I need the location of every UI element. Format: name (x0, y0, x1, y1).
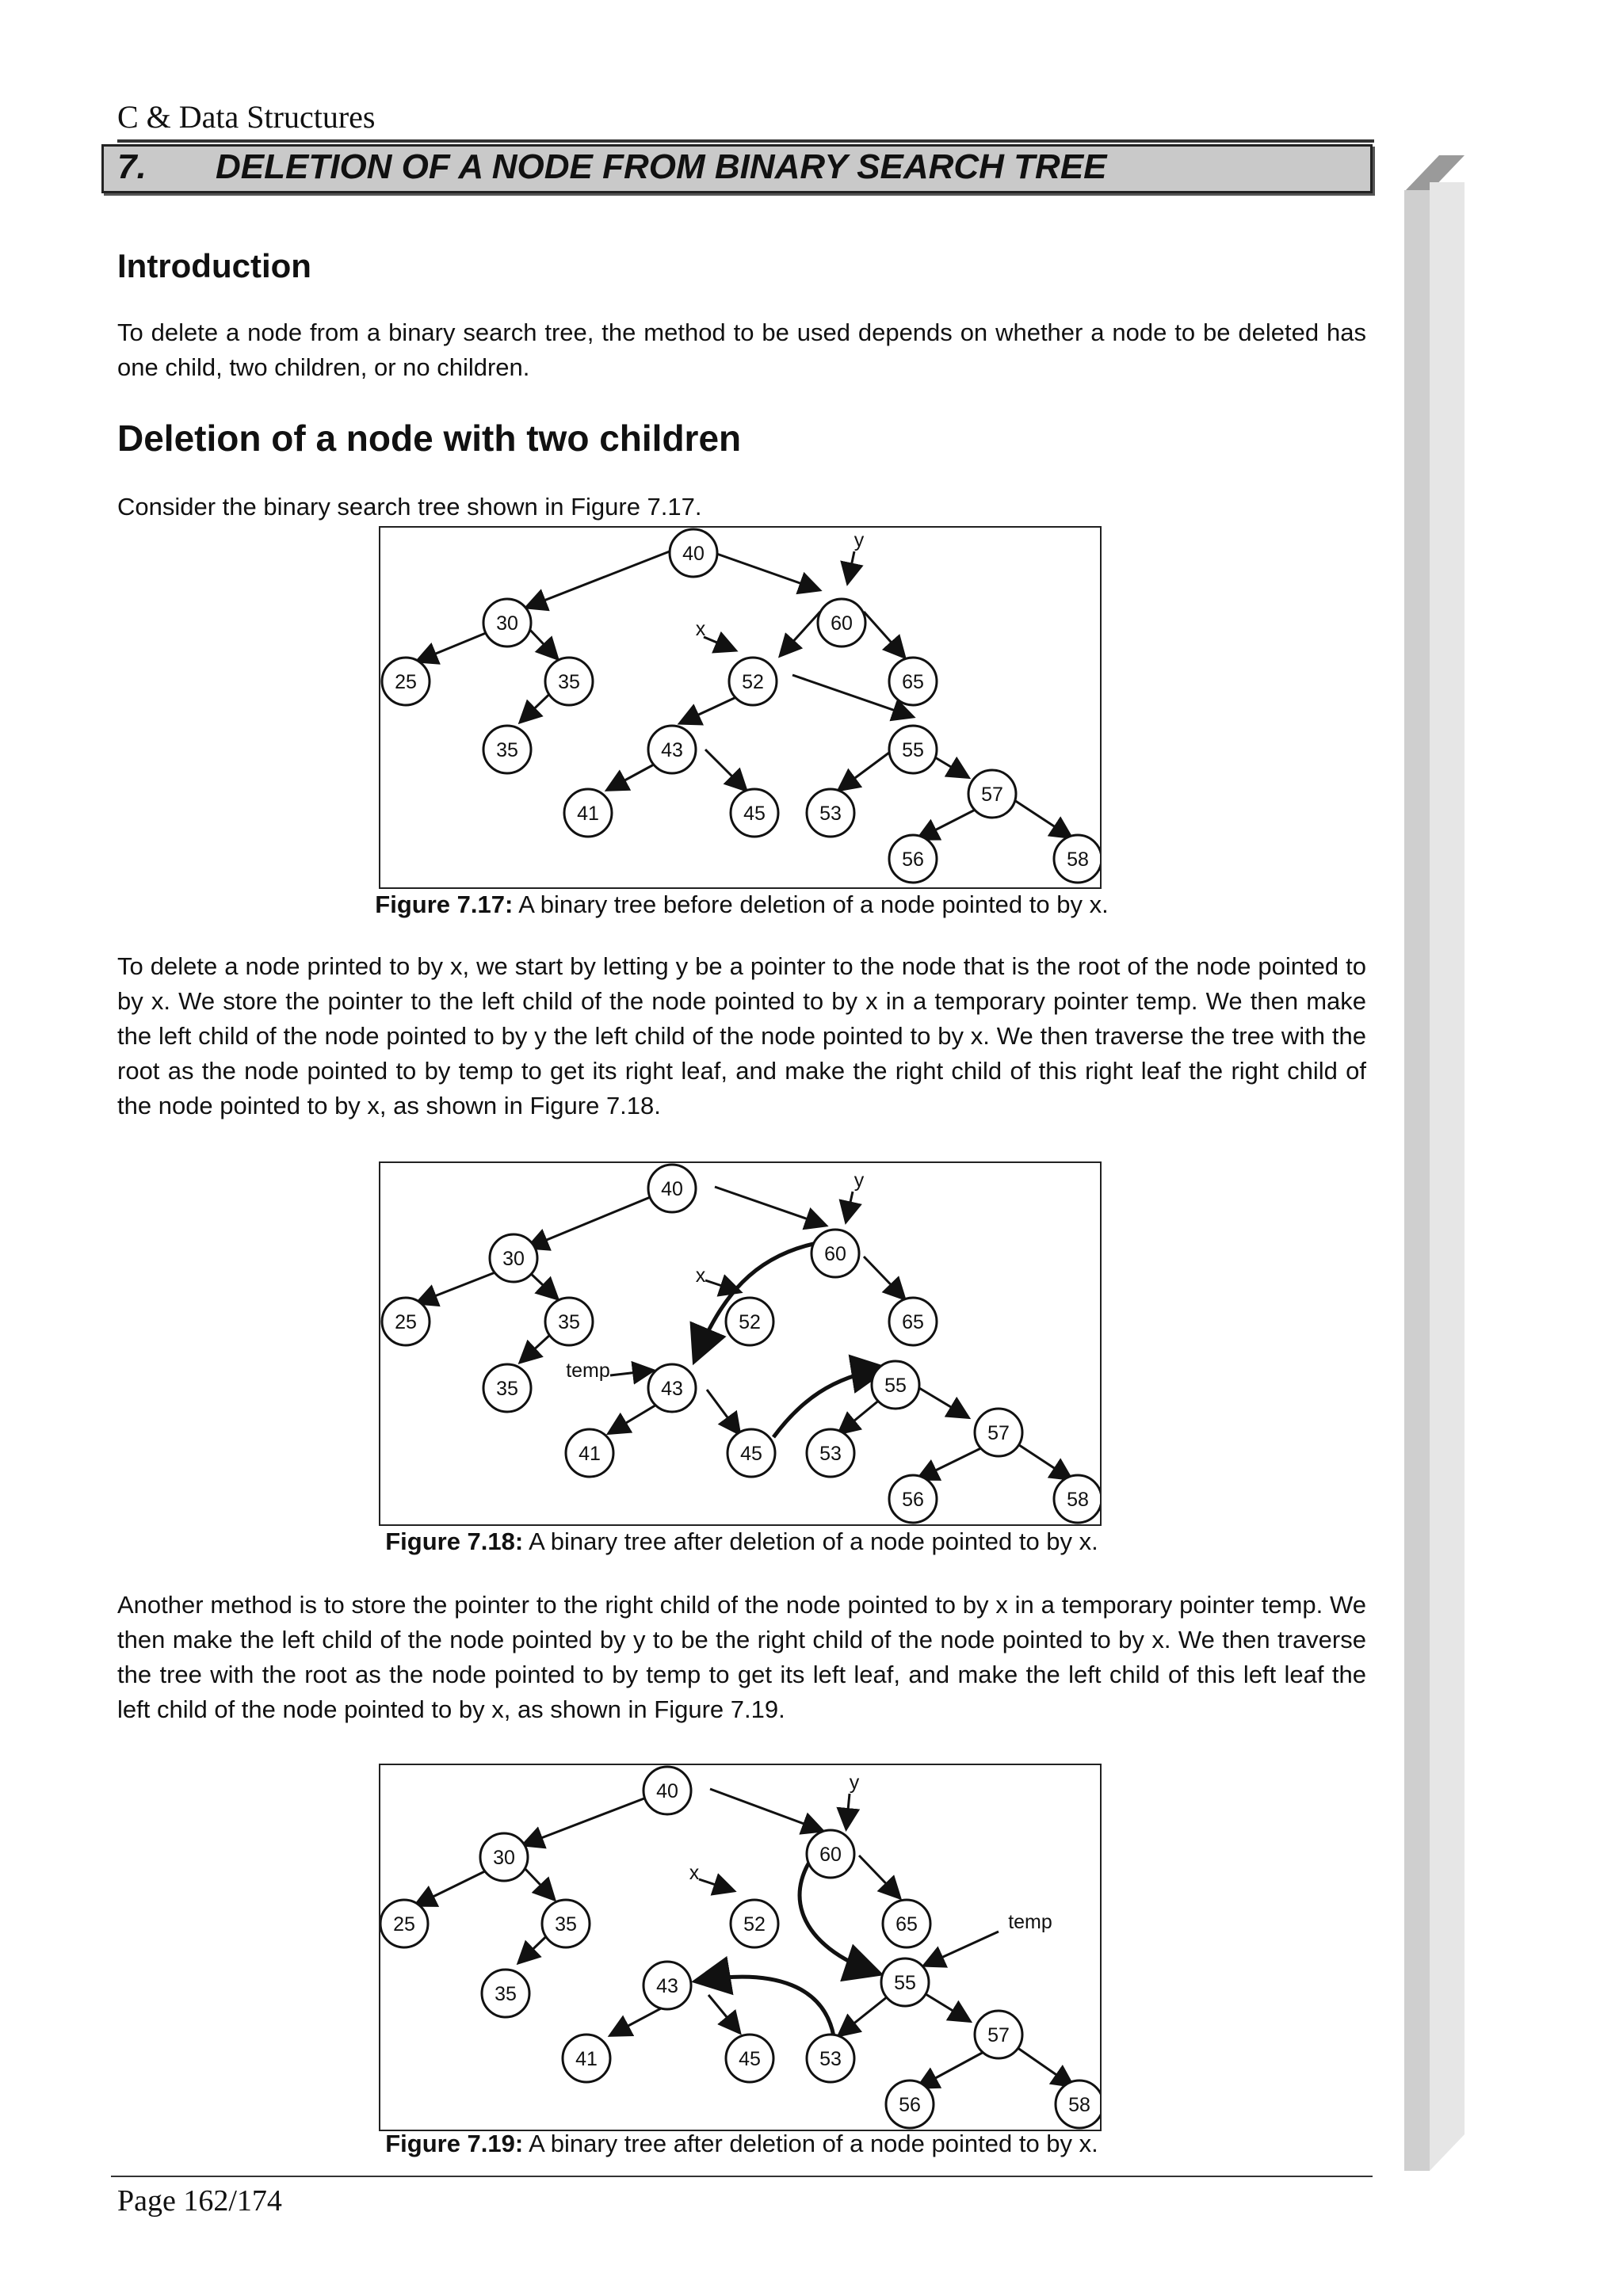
node-40: 40 (682, 543, 705, 565)
node-57: 57 (987, 2024, 1010, 2046)
tree-diagram-7-17 (380, 528, 1100, 887)
node-53: 53 (819, 1443, 842, 1465)
figure-7-18 (379, 1161, 1102, 1526)
label-x: x (689, 1862, 700, 1884)
node-52: 52 (742, 671, 764, 693)
side-bar (1404, 190, 1430, 2171)
node-35: 35 (558, 671, 580, 693)
paragraph-method-1: To delete a node printed to by x, we start by letting y be a pointer to the node that is the root of the node pointed to by x. We store the pointer to the left child of the node pointed to by x in a temporary pointer temp. We then make the left child of the node pointed to by y the left child of the node pointed to by x. We then traverse the tree with the root as the node pointed to by temp to get its right leaf, and make the right child of this right leaf the right child of the node pointed to by x, as shown in Figure 7.18. (117, 952, 1366, 1119)
node-65: 65 (896, 1913, 918, 1936)
node-56: 56 (902, 849, 924, 871)
node-43: 43 (661, 1378, 683, 1400)
node-58: 58 (1068, 2094, 1090, 2116)
node-52: 52 (743, 1913, 766, 1936)
header-rule (117, 139, 1374, 143)
node-56: 56 (902, 1489, 924, 1511)
node-65: 65 (902, 671, 924, 693)
node-55: 55 (902, 739, 924, 761)
node-43: 43 (656, 1975, 678, 1997)
node-43: 43 (661, 739, 683, 761)
caption-7-18 (117, 1527, 1366, 1556)
intro-heading: Introduction (117, 247, 311, 284)
side-bar-face (1430, 182, 1465, 2131)
node-58: 58 (1067, 1489, 1089, 1511)
caption-7-17 (117, 891, 1366, 919)
node-40: 40 (661, 1178, 683, 1200)
paragraph-method-2: Another method is to store the pointer to the right child of the node pointed to by x in a temporary pointer temp. We then make the left child of the node pointed by y to be the right child of the node pointed to by x. We then traverse the tree with the root as the node pointed to by temp to get its left leaf, and make the left child of this left leaf the left child of the node pointed to by x, as shown in Figure 7.19. (117, 1591, 1366, 1723)
node-35: 35 (558, 1311, 580, 1333)
label-y: y (854, 529, 865, 551)
figure-7-19 (379, 1764, 1102, 2131)
node-55: 55 (884, 1375, 907, 1397)
side-bar-bevel-bottom (1404, 2131, 1465, 2171)
caption-text: A binary tree after deletion of a node pointed to by x. (529, 1527, 1098, 1555)
node-35: 35 (555, 1913, 577, 1936)
node-35b: 35 (496, 739, 518, 761)
node-60: 60 (819, 1844, 842, 1866)
node-60: 60 (824, 1243, 846, 1265)
label-x: x (695, 618, 706, 640)
node-35b: 35 (496, 1378, 518, 1400)
node-53: 53 (819, 803, 842, 825)
caption-text: A binary tree before deletion of a node pointed to by x. (518, 891, 1109, 918)
node-58: 58 (1067, 849, 1089, 871)
caption-7-19 (117, 2130, 1366, 2158)
node-30: 30 (493, 1847, 515, 1869)
node-60: 60 (831, 612, 853, 635)
caption-label: Figure 7.17: (375, 891, 514, 918)
node-25: 25 (393, 1913, 415, 1936)
tree-diagram-7-18 (380, 1163, 1100, 1524)
node-56: 56 (899, 2094, 921, 2116)
node-53: 53 (819, 2048, 842, 2070)
tree-diagram-7-19 (380, 1765, 1100, 2130)
node-30: 30 (496, 612, 518, 635)
node-41: 41 (577, 803, 599, 825)
caption-text: A binary tree after deletion of a node pointed to by x. (529, 2130, 1098, 2157)
caption-label: Figure 7.18: (385, 1527, 524, 1555)
intro-paragraph: To delete a node from a binary search tree, the method to be used depends on whether a node to be deleted has one child, two children, or no children. (117, 318, 1366, 381)
section-lead: Consider the binary search tree shown in Figure 7.17. (117, 493, 702, 521)
label-y: y (854, 1169, 865, 1192)
node-45: 45 (740, 1443, 762, 1465)
node-55: 55 (894, 1972, 916, 1994)
label-y: y (849, 1772, 860, 1794)
node-57: 57 (987, 1422, 1010, 1444)
node-65: 65 (902, 1311, 924, 1333)
footer-rule (111, 2176, 1373, 2177)
page-number: Page 162/174 (117, 2184, 282, 2218)
caption-label: Figure 7.19: (385, 2130, 524, 2157)
node-45: 45 (739, 2048, 761, 2070)
label-x: x (695, 1264, 706, 1287)
chapter-number: 7. (117, 147, 147, 186)
node-25: 25 (395, 1311, 417, 1333)
node-25: 25 (395, 671, 417, 693)
node-30: 30 (502, 1248, 525, 1270)
node-35b: 35 (495, 1983, 517, 2005)
figure-7-17 (379, 526, 1102, 889)
node-41: 41 (575, 2048, 598, 2070)
node-45: 45 (743, 803, 766, 825)
section-heading: Deletion of a node with two children (117, 418, 742, 459)
node-52: 52 (739, 1311, 761, 1333)
node-40: 40 (656, 1780, 678, 1802)
node-57: 57 (981, 784, 1003, 806)
running-title: C & Data Structures (117, 99, 376, 135)
label-temp: temp (566, 1360, 610, 1382)
chapter-title: DELETION OF A NODE FROM BINARY SEARCH TREE (216, 147, 1107, 186)
label-temp: temp (1008, 1911, 1052, 1933)
node-41: 41 (579, 1443, 601, 1465)
